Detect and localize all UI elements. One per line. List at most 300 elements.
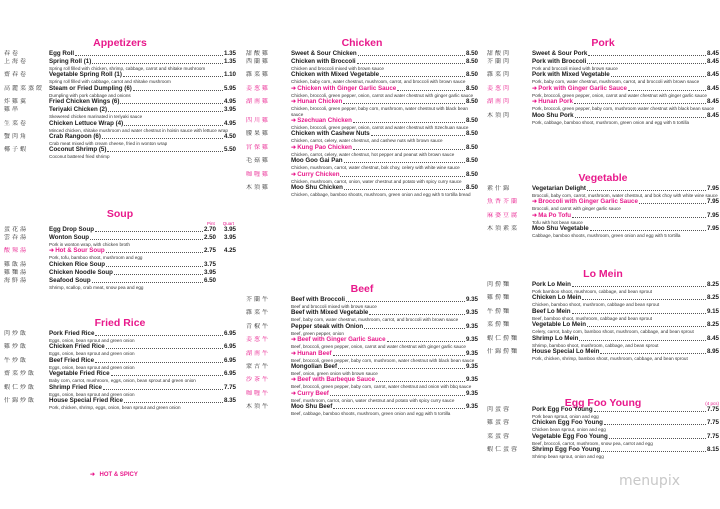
chinese-name: 雲吞湯: [4, 234, 29, 241]
item-name: Hunan Pork: [538, 98, 573, 106]
item-description: Beef, green pepper, onion: [291, 330, 344, 336]
item-description: Beef, broccoli, green pepper, baby corn, carrot, water chestnut and onion with bbq sauce: [291, 384, 472, 390]
menu-item: [487, 419, 719, 432]
hot-chili-icon: ➜: [291, 84, 297, 92]
chinese-name: 毛菇雞: [246, 157, 271, 165]
section-fried-rice: [4, 317, 236, 410]
leader-dots: [600, 348, 706, 354]
item-price: 9.35: [465, 376, 478, 384]
item-name: Crab Rangoon (6): [49, 133, 101, 141]
chinese-name: 甜酸肉: [487, 50, 512, 57]
item-description: Minced chicken, shitake mushroom and water chestnut in hoisin sauce with lettuce wrap: [49, 127, 228, 133]
chinese-name: 酸辣湯: [4, 247, 29, 255]
leader-dots: [108, 106, 223, 112]
legend-label: HOT & SPICY: [99, 472, 138, 478]
hot-chili-icon: ➜: [291, 336, 297, 344]
leader-dots: [124, 397, 223, 403]
menu-item: [487, 446, 719, 459]
item-description: Eggs, onion, bean sprout and green onion: [49, 338, 135, 343]
menu-item: [4, 226, 236, 234]
leader-dots: [107, 146, 223, 152]
item-name-row: [291, 144, 478, 152]
item-description: Beef, broccoli, carrot, mushroom, snow pea, carrot and egg: [532, 440, 653, 446]
section-title: Soup: [106, 208, 134, 220]
item-name: Chicken Rice Soup: [49, 260, 106, 268]
item-name-row: [49, 98, 236, 106]
menu-item: [246, 98, 478, 117]
chinese-name: 齋菜炒飯: [4, 370, 37, 378]
item-description: Shrimp, bamboo shoot, mushroom, cabbage, and bean sprout: [532, 342, 659, 348]
menu-item: [4, 58, 236, 71]
item-name: Beef with Broccoli: [291, 296, 345, 303]
item-price: 3.95: [223, 106, 236, 114]
chinese-name: 什錦撈麵: [487, 348, 520, 356]
item-name-row: [532, 308, 719, 316]
hot-chili-icon: ➜: [291, 98, 297, 106]
item-price: 7.95: [706, 211, 719, 219]
item-price: 6.50: [203, 276, 216, 284]
leader-dots: [90, 234, 203, 240]
leader-dots: [590, 225, 706, 231]
item-name-row: [49, 85, 236, 93]
item-price: 8.50: [465, 117, 478, 125]
item-price: 8.50: [465, 50, 478, 57]
menu-item: [487, 308, 719, 321]
item-description: Cabbage, bamboo shoots, mushroom, green onion and egg with 5 tortilla: [532, 233, 681, 239]
chinese-name: 蝦仁蛋蓉: [487, 446, 520, 454]
leader-dots: [353, 117, 465, 123]
chinese-name: 雞撈麵: [487, 294, 512, 302]
menu-item: [487, 98, 719, 111]
section-title: Egg Foo Young: [564, 397, 642, 409]
menu-item: [487, 58, 719, 71]
item-name-row: [291, 117, 478, 125]
chinese-name: 牛撈麵: [487, 307, 512, 315]
item-name-row: [532, 71, 719, 79]
item-price: 8.45: [706, 334, 719, 342]
chinese-name: 海鮮湯: [4, 276, 29, 284]
item-name: Chicken Egg Foo Young: [532, 419, 603, 427]
item-description: Chicken, bamboo shoot, mushroom, cabbage and bean sprout: [532, 302, 660, 308]
item-description: Chicken, baby corn, water chestnut, mushroom, carrot, and broccoli with brown sauce: [291, 79, 466, 85]
item-description: Chicken, carrot, celery, water chestnut, and cashew nuts with brown sauce: [291, 138, 443, 144]
item-price: 8.50: [465, 184, 478, 192]
item-price: 8.45: [706, 98, 719, 106]
menu-item: [4, 106, 236, 119]
item-name: Chicken Noodle Soup: [49, 268, 113, 276]
item-name: Chicken with Ginger Garlic Sauce: [297, 84, 397, 92]
menu-item: [246, 184, 478, 197]
menu-item: [4, 98, 236, 106]
item-name: House Special Lo Mein: [532, 348, 600, 356]
menu-item: [246, 58, 478, 71]
menu-item: [4, 397, 236, 410]
section-soup: [4, 208, 236, 290]
hot-chili-icon: ➜: [532, 98, 538, 106]
item-name-row: [532, 225, 719, 233]
item-name-row: [49, 384, 236, 392]
item-price: 7.75: [706, 432, 719, 440]
item-name: Shrimp Lo Mein: [532, 334, 579, 342]
leader-dots: [628, 85, 706, 91]
menu-item: [246, 336, 478, 349]
item-name: Hot & Sour Soup: [55, 247, 105, 255]
chinese-name: 雜菜雞: [246, 71, 271, 79]
chinese-name: 蒙古牛: [246, 363, 271, 371]
leader-dots: [95, 357, 223, 363]
chinese-name: 咖喱牛: [246, 389, 271, 397]
hot-chili-icon: ➜: [90, 472, 96, 478]
menu-item: [4, 120, 236, 133]
item-name-row: [291, 376, 478, 384]
leader-dots: [344, 184, 465, 190]
leader-dots: [574, 98, 706, 104]
item-price: 4.95: [223, 119, 236, 127]
leader-dots: [95, 330, 223, 336]
leader-dots: [587, 321, 706, 327]
menu-item: [4, 269, 236, 277]
item-name: Chicken with Broccoli: [291, 58, 356, 65]
item-name: Pork with Broccoli: [532, 58, 587, 65]
item-name: Moo Shu Beef: [291, 403, 333, 411]
chinese-name: 木須雞: [246, 184, 271, 192]
item-description: Chicken, cabbage, bamboo shoots, mushroom, green onion and egg with 5 tortilla bread: [291, 192, 471, 198]
menu-item: [487, 225, 719, 238]
item-name: Pork with Mixed Vegetable: [532, 71, 610, 79]
item-description: Chicken, mushroom, carrot, onion, water chestnut and potato with spicy curry sauce: [291, 178, 462, 184]
item-name: Kung Pao Chicken: [297, 143, 352, 151]
item-price: 8.45: [706, 71, 719, 79]
chinese-name: 蝦仁撈麵: [487, 334, 520, 342]
item-price: 5.95: [223, 84, 236, 92]
chinese-name: 木須肉: [487, 111, 512, 119]
item-name: Moo Shu Chicken: [291, 184, 343, 192]
chinese-name: 蛋花湯: [4, 226, 29, 233]
item-description: Chicken and broccoli mixed with brown sauce: [291, 66, 384, 71]
chinese-name: 高麗菜蒸餃: [4, 84, 45, 92]
chinese-name: 西蘭雞: [246, 58, 271, 65]
chinese-name: 菜蛋蓉: [487, 432, 512, 440]
chinese-name: 姜葱雞: [246, 84, 271, 92]
menu-item: [487, 321, 719, 334]
item-description: Shrimp, scallop, crab meat, snow pea and egg: [49, 284, 144, 290]
chinese-name: 腰果雞: [246, 130, 271, 138]
item-name: Moo Shu Pork: [532, 111, 574, 119]
item-description: Baby corn, carrot, mushroom, eggs, onion, bean sprout and green onion: [49, 378, 196, 384]
chinese-name: 芥蘭牛: [246, 296, 271, 303]
item-price: 1.10: [223, 71, 236, 79]
leader-dots: [124, 120, 223, 126]
item-name-row: [532, 112, 719, 120]
item-price: 8.45: [706, 50, 719, 57]
leader-dots: [114, 269, 203, 275]
section-beef: [246, 283, 478, 417]
item-name-row: [291, 98, 478, 106]
item-name-row: [291, 336, 478, 344]
item-name: Chicken with Mixed Vegetable: [291, 71, 380, 79]
item-price: 7.75: [706, 406, 719, 413]
leader-dots: [397, 85, 465, 91]
chinese-name: 肉蛋蓉: [487, 406, 512, 413]
leader-dots: [92, 277, 203, 283]
item-name-row: [49, 357, 236, 365]
leader-dots: [353, 144, 465, 150]
item-price: 7.95: [706, 185, 719, 192]
price-header: Quart: [222, 221, 234, 226]
leader-dots: [333, 350, 465, 356]
item-price: 1.35: [223, 50, 236, 57]
item-price-quart: 4.25: [223, 247, 236, 255]
item-description: Eggs, onion, bean sprout and green onion: [49, 351, 135, 357]
item-description: Pork, cabbage, bamboo shoot, mushroom, green onion and egg with 5 tortilla: [532, 119, 690, 125]
item-description: Beef, onion, green onion with brown sauce: [291, 371, 378, 377]
item-name: Pork Egg Foo Young: [532, 406, 593, 413]
menu-item: [246, 403, 478, 416]
leader-dots: [376, 376, 465, 382]
item-price: 8.45: [706, 58, 719, 65]
item-price: 8.25: [706, 294, 719, 302]
chinese-name: 四川雞: [246, 117, 271, 125]
item-name-row: [532, 294, 719, 302]
chinese-name: 齋春卷: [4, 71, 29, 79]
menu-item: [246, 171, 478, 184]
leader-dots: [587, 58, 706, 64]
item-name-row: [532, 446, 719, 454]
item-name: Hunan Beef: [297, 349, 332, 357]
item-price-quart: [216, 261, 236, 269]
leader-dots: [333, 403, 465, 409]
item-name: Curry Chicken: [297, 170, 340, 178]
menu-item: [4, 247, 236, 260]
hot-chili-icon: ➜: [291, 143, 297, 151]
leader-dots: [343, 98, 465, 104]
item-name: Ma Po Tofu: [538, 211, 572, 219]
leader-dots: [387, 336, 465, 342]
item-price: 2.50: [203, 234, 216, 241]
item-description: Pork, baby corn, water chestnut, mushroom, carrot, and broccoli with brown sauce: [532, 79, 700, 85]
leader-dots: [106, 261, 203, 267]
item-name-row: [532, 185, 719, 193]
item-description: Beef, broccoli, green pepper, baby corn, mushroom, water chestnut with black bean sauce: [291, 357, 475, 363]
item-description: Broccoli, baby corn, carrot, mushroom, water chestnut, and bok choy with white wine sauce: [532, 193, 718, 198]
item-price-quart: 3.95: [223, 234, 236, 241]
leader-dots: [106, 247, 203, 253]
item-price: 5.50: [223, 146, 236, 154]
leader-dots: [75, 50, 223, 56]
item-name: Vegetable Lo Mein: [532, 321, 586, 329]
menu-item: [487, 294, 719, 307]
item-price: 4.95: [223, 98, 236, 106]
item-name-row: [49, 269, 236, 277]
hot-chili-icon: ➜: [532, 211, 538, 219]
leader-dots: [364, 323, 465, 329]
item-description: Skewered chicken marinated in teriyaki sauce: [49, 114, 143, 120]
chinese-name: 麻婆豆腐: [487, 211, 520, 219]
item-price: 8.35: [223, 397, 236, 405]
item-description: Eggs, onion, bean sprout and green onion: [49, 391, 135, 397]
chinese-name: 木須素菜: [487, 225, 520, 233]
item-price: 4.50: [223, 133, 236, 141]
leader-dots: [380, 71, 465, 77]
menu-item: [4, 384, 236, 397]
leader-dots: [357, 58, 465, 64]
item-name-row: [49, 120, 236, 128]
item-name-row: [49, 106, 236, 114]
item-name: Vegetable Spring Roll (1): [49, 71, 122, 79]
item-description: Pork, tofu, bamboo shoot, mushroom and egg: [49, 255, 143, 261]
menu-item: [487, 433, 719, 446]
item-name: Steam or Fried Dumpling (6): [49, 84, 132, 92]
chinese-name: 雞串: [4, 106, 21, 114]
menu-item: [246, 157, 478, 170]
chinese-name: 雞蛋蓉: [487, 419, 512, 427]
menu-item: [487, 50, 719, 58]
item-name: Sweet & Sour Chicken: [291, 50, 357, 57]
item-name: Teriyaki Chicken (2): [49, 106, 108, 114]
item-description: Crab meat mixed with cream cheese, fried in wonton wrap: [49, 141, 168, 147]
item-name-row: [532, 281, 719, 289]
item-price: 9.35: [465, 296, 478, 303]
chinese-name: 雞麵湯: [4, 268, 29, 276]
item-price: 7.75: [223, 383, 236, 391]
menu-item: [4, 261, 236, 269]
item-name-row: [49, 226, 236, 234]
item-name-row: [49, 277, 236, 285]
item-name-row: [532, 85, 719, 93]
item-description: Broccoli, and carrot with ginger garlic sauce: [532, 206, 621, 212]
leader-dots: [611, 71, 706, 77]
item-description: Beef, cabbage, bamboo shoots, mushroom, green onion and egg with 5 tortilla: [291, 411, 451, 417]
item-name-row: [49, 247, 236, 255]
hot-chili-icon: ➜: [49, 247, 55, 255]
menu-item: [487, 335, 719, 348]
item-name-row: [291, 309, 478, 317]
item-name: Chicken with Cashew Nuts: [291, 130, 370, 138]
menu-item: [487, 185, 719, 198]
item-name: Vegetarian Delight: [532, 185, 586, 192]
item-price: 8.50: [465, 130, 478, 138]
item-name: Sweet & Sour Pork: [532, 50, 588, 57]
leader-dots: [594, 406, 706, 412]
item-description: Eggs, onion, bean sprout and green onion: [49, 364, 135, 370]
item-price: 3.95: [203, 268, 216, 276]
item-name-row: [49, 146, 236, 154]
item-name: Beef Lo Mein: [532, 307, 571, 315]
leader-dots: [587, 185, 706, 191]
item-name: Vegetable Egg Foo Young: [532, 432, 608, 440]
menu-item: [4, 71, 236, 84]
item-name: Hunan Chicken: [297, 98, 343, 106]
chinese-name: 湖南肉: [487, 98, 512, 106]
item-name: Beef with Mixed Vegetable: [291, 309, 369, 317]
item-name-row: [291, 85, 478, 93]
item-name: Moo Goo Gai Pan: [291, 157, 343, 165]
watermark-text: menupix: [618, 473, 680, 489]
hot-chili-icon: ➜: [291, 117, 297, 125]
menu-item: [4, 357, 236, 370]
chinese-name: 春卷: [4, 50, 21, 57]
item-name: Mongolian Beef: [291, 363, 338, 371]
item-name-row: [532, 406, 719, 414]
item-name-row: [532, 433, 719, 441]
item-name-row: [49, 397, 236, 405]
item-name: Shrimp Egg Foo Young: [532, 446, 601, 454]
item-name: Pork Fried Rice: [49, 330, 95, 337]
section-egg-foo-young: [487, 397, 719, 460]
menu-item: [487, 281, 719, 294]
item-price: 8.25: [706, 281, 719, 288]
item-price: 3.75: [203, 260, 216, 268]
item-name-row: [291, 157, 478, 165]
item-price: 8.45: [706, 111, 719, 119]
item-name-row: [49, 343, 236, 351]
menu-item: [246, 50, 478, 58]
hot-spicy-legend: [90, 463, 138, 481]
item-price: 9.35: [465, 336, 478, 344]
item-name: Chicken Lo Mein: [532, 294, 582, 302]
item-name: Beef with Barbeque Sauce: [297, 376, 375, 384]
item-description: Tofu with hot bean sauce: [532, 219, 583, 225]
leader-dots: [575, 112, 706, 118]
hot-chili-icon: ➜: [291, 170, 297, 178]
menu-item: [4, 343, 236, 356]
item-name: Pork with Ginger Garlic Sauce: [538, 84, 627, 92]
item-price: 8.95: [706, 348, 719, 356]
chinese-name: 芥蘭肉: [487, 58, 512, 65]
item-name-row: [49, 330, 236, 338]
item-description: Beef, bamboo shoot, mushroom, cabbage and bean sprout: [532, 315, 653, 321]
item-description: Chicken, broccoli, green pepper, baby corn, mushroom, water chestnut with black bean sauce: [291, 106, 468, 117]
chinese-name: 素什錦: [487, 185, 512, 192]
section-vegetable: [487, 172, 719, 239]
item-description: Spring roll filled with chicken, shrimp, cabbage, carrot and shitake mushroom: [49, 66, 206, 71]
item-price: 6.95: [223, 356, 236, 364]
menu-item: [246, 376, 478, 389]
item-name: Beef Fried Rice: [49, 356, 95, 364]
item-price: 9.35: [465, 309, 478, 317]
item-name-row: [291, 58, 478, 66]
menu-item: [246, 130, 478, 143]
leader-dots: [572, 308, 706, 314]
item-price: 6.95: [223, 370, 236, 378]
price-header: Pint: [206, 221, 215, 226]
chinese-name: 肉撈麵: [487, 281, 512, 288]
menu-item: [487, 85, 719, 98]
chinese-name: 湖南雞: [246, 98, 271, 106]
menu-item: [4, 234, 236, 247]
item-name: Fried Chicken Wings (6): [49, 98, 120, 106]
leader-dots: [369, 309, 465, 315]
menu-item: [4, 146, 236, 159]
item-name: Shrimp Fried Rice: [49, 383, 102, 391]
leader-dots: [344, 157, 465, 163]
chinese-name: 咖喱雞: [246, 170, 271, 178]
item-name: Coconut Shrimp (5): [49, 146, 107, 154]
section-appetizers: [4, 37, 236, 160]
item-description: Spring roll filled with cabbage, carrot and shitake mushroom: [49, 79, 171, 85]
item-price: 7.95: [706, 225, 719, 233]
item-price-quart: [216, 277, 236, 285]
section-chicken: [246, 37, 478, 197]
chinese-name: 沙茶牛: [246, 376, 271, 384]
item-name-row: [291, 130, 478, 138]
item-name-row: [291, 184, 478, 192]
hot-chili-icon: ➜: [291, 376, 297, 384]
item-name-row: [532, 212, 719, 220]
item-name: Broccoli with Ginger Garlic Sauce: [538, 198, 638, 206]
item-price: 8.45: [706, 84, 719, 92]
chinese-name: 蝦仁炒飯: [4, 383, 37, 391]
